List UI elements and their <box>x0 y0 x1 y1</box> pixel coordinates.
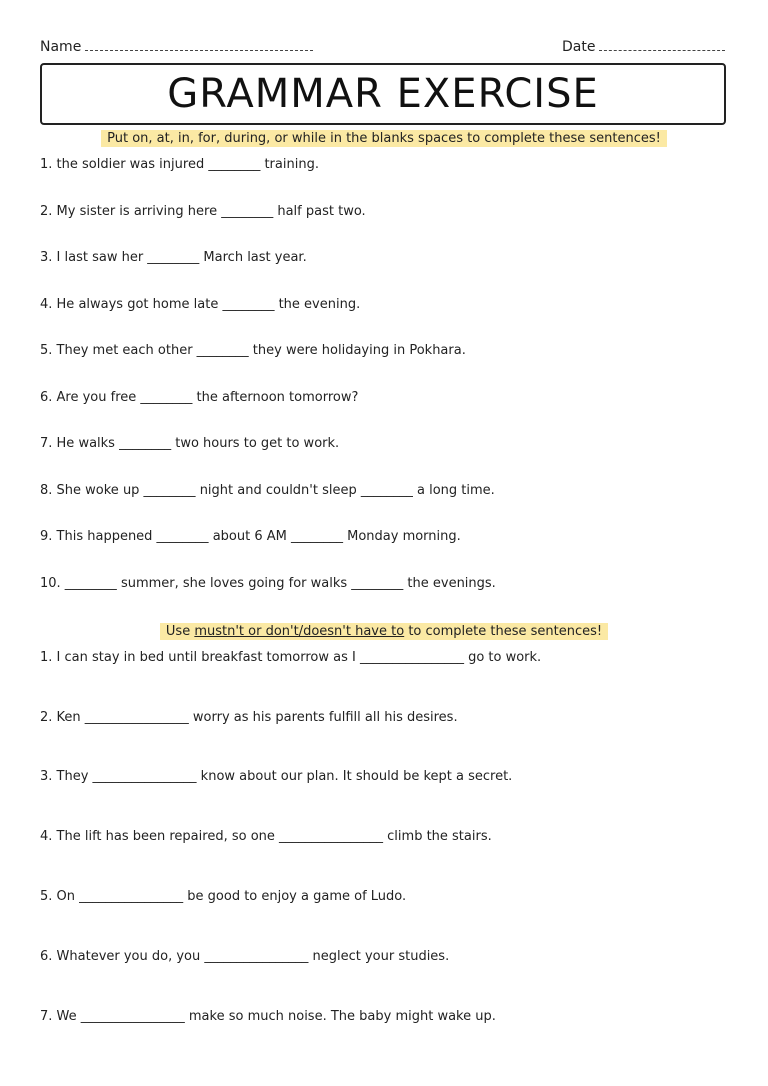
section1-question-6: 6. Are you free ________ the afternoon tomorrow? <box>40 390 359 405</box>
section1-question-3: 3. I last saw her ________ March last year. <box>40 250 307 265</box>
section2-question-6: 6. Whatever you do, you ________________ neglect your studies. <box>40 949 450 964</box>
section2-instruction-suffix: to complete these sentences! <box>404 624 603 639</box>
section2-question-3: 3. They ________________ know about our plan. It should be kept a secret. <box>40 769 513 784</box>
name-label: Name <box>40 39 82 55</box>
section1-question-2: 2. My sister is arriving here ________ half past two. <box>40 204 366 219</box>
section2-question-4: 4. The lift has been repaired, so one ________________ climb the stairs. <box>40 829 492 844</box>
section2-instruction-text <box>160 623 608 640</box>
section2-question-2: 2. Ken ________________ worry as his parents fulfill all his desires. <box>40 710 458 725</box>
section2-question-1: 1. I can stay in bed until breakfast tomorrow as I ________________ go to work. <box>40 650 542 665</box>
section2-question-5: 5. On ________________ be good to enjoy a game of Ludo. <box>40 889 407 904</box>
section1-instruction <box>0 131 768 146</box>
section1-question-8: 8. She woke up ________ night and couldn't sleep ________ a long time. <box>40 483 495 498</box>
section1-question-10: 10. ________ summer, she loves going for walks ________ the evenings. <box>40 576 496 591</box>
date-blank <box>599 38 725 51</box>
section1-question-1: 1. the soldier was injured ________ training. <box>40 157 319 172</box>
date-label: Date <box>562 39 596 55</box>
section2-instruction-underlined: mustn't or don't/doesn't have to <box>194 624 405 639</box>
section1-question-4: 4. He always got home late ________ the evening. <box>40 297 361 312</box>
section1-instruction-text: Put on, at, in, for, during, or while in the blanks spaces to complete these sentences! <box>101 130 667 147</box>
name-field <box>40 38 313 55</box>
page-title: GRAMMAR EXERCISE <box>167 71 599 117</box>
section2-instruction <box>0 624 768 639</box>
section2-instruction-prefix: Use <box>165 624 195 639</box>
section2-question-7: 7. We ________________ make so much noise. The baby might wake up. <box>40 1009 496 1024</box>
title-box <box>40 63 726 125</box>
name-blank <box>85 38 313 51</box>
section1-question-7: 7. He walks ________ two hours to get to work. <box>40 436 340 451</box>
section1-question-9: 9. This happened ________ about 6 AM ________ Monday morning. <box>40 529 461 544</box>
section1-question-5: 5. They met each other ________ they were holidaying in Pokhara. <box>40 343 466 358</box>
date-field <box>562 38 725 55</box>
